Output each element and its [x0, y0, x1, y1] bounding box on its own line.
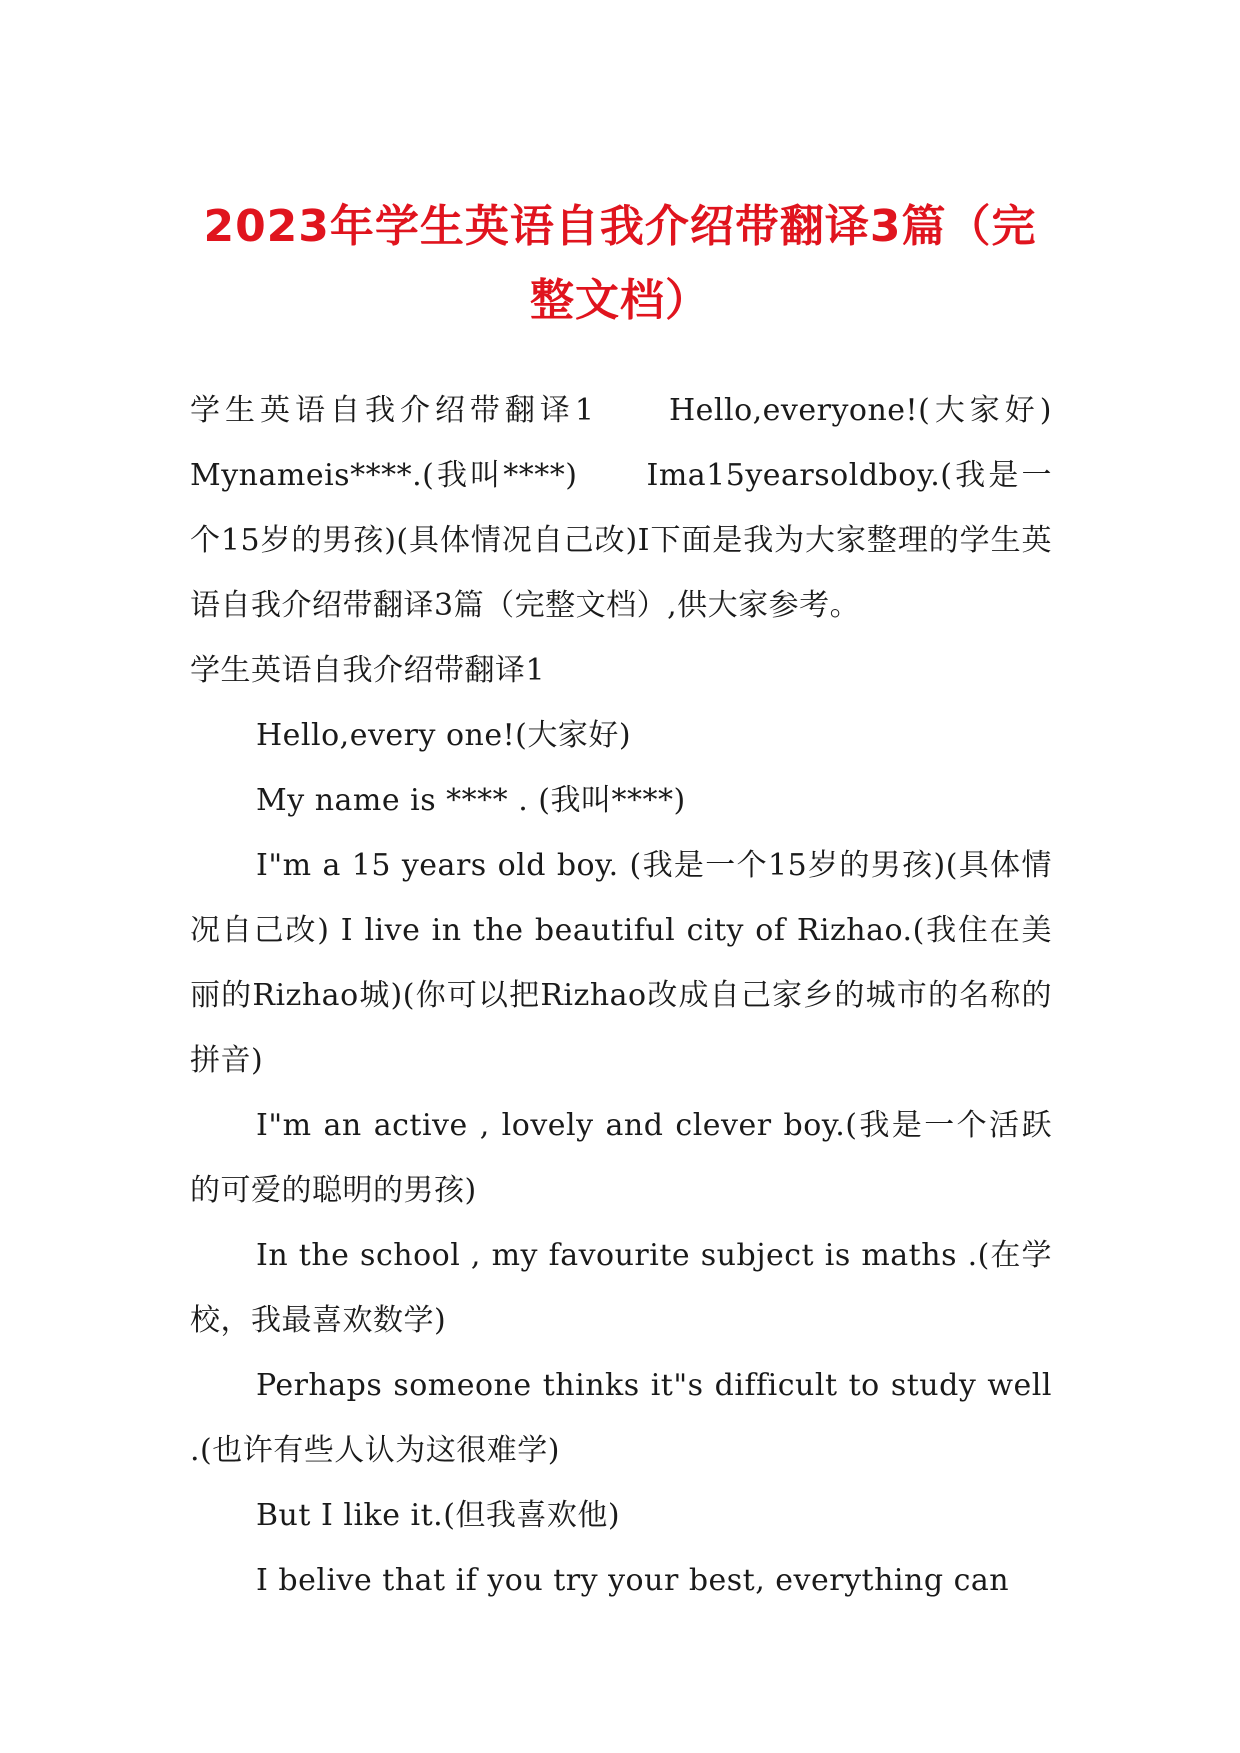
intro-paragraph: 学生英语自我介绍带翻译1 Hello,everyone!(大家好) Mynameis****.(我叫****) Ima15yearsoldboy.(我是一个15岁的男孩)(具体情况自己改)I下面是我为大家整理的学生英语自我介绍带翻译3篇（完整文档）,供大家参考。: [190, 393, 1113, 623]
paragraph-try-best: I belive that if you try your best, everything can: [256, 1563, 1010, 1598]
document-body: [190, 378, 1113, 1613]
document-title: 2023年学生英语自我介绍带翻译3篇（完整文档）: [203, 201, 1037, 326]
paragraph-difficulty: Perhaps someone thinks it"s difficult to study well .(也许有些人认为这很难学): [190, 1368, 1052, 1468]
paragraph-like-it: But I like it.(但我喜欢他): [256, 1498, 621, 1533]
paragraph-favourite-subject: In the school , my favourite subject is maths .(在学校，我最喜欢数学): [190, 1238, 1052, 1338]
section-heading: 学生英语自我介绍带翻译1: [190, 653, 546, 688]
paragraph-personality: I"m an active , lovely and clever boy.(我是一个活跃的可爱的聪明的男孩): [190, 1108, 1052, 1208]
paragraph-greeting: Hello,every one!(大家好): [256, 718, 632, 753]
paragraph-age-city: I"m a 15 years old boy. (我是一个15岁的男孩)(具体情况自己改) I live in the beautiful city of Rizhao.(我住在美丽的Rizhao城)(你可以把Rizhao改成自己家乡的城市的名称的拼音): [190, 848, 1052, 1078]
paragraph-name: My name is **** . (我叫****): [256, 783, 686, 818]
